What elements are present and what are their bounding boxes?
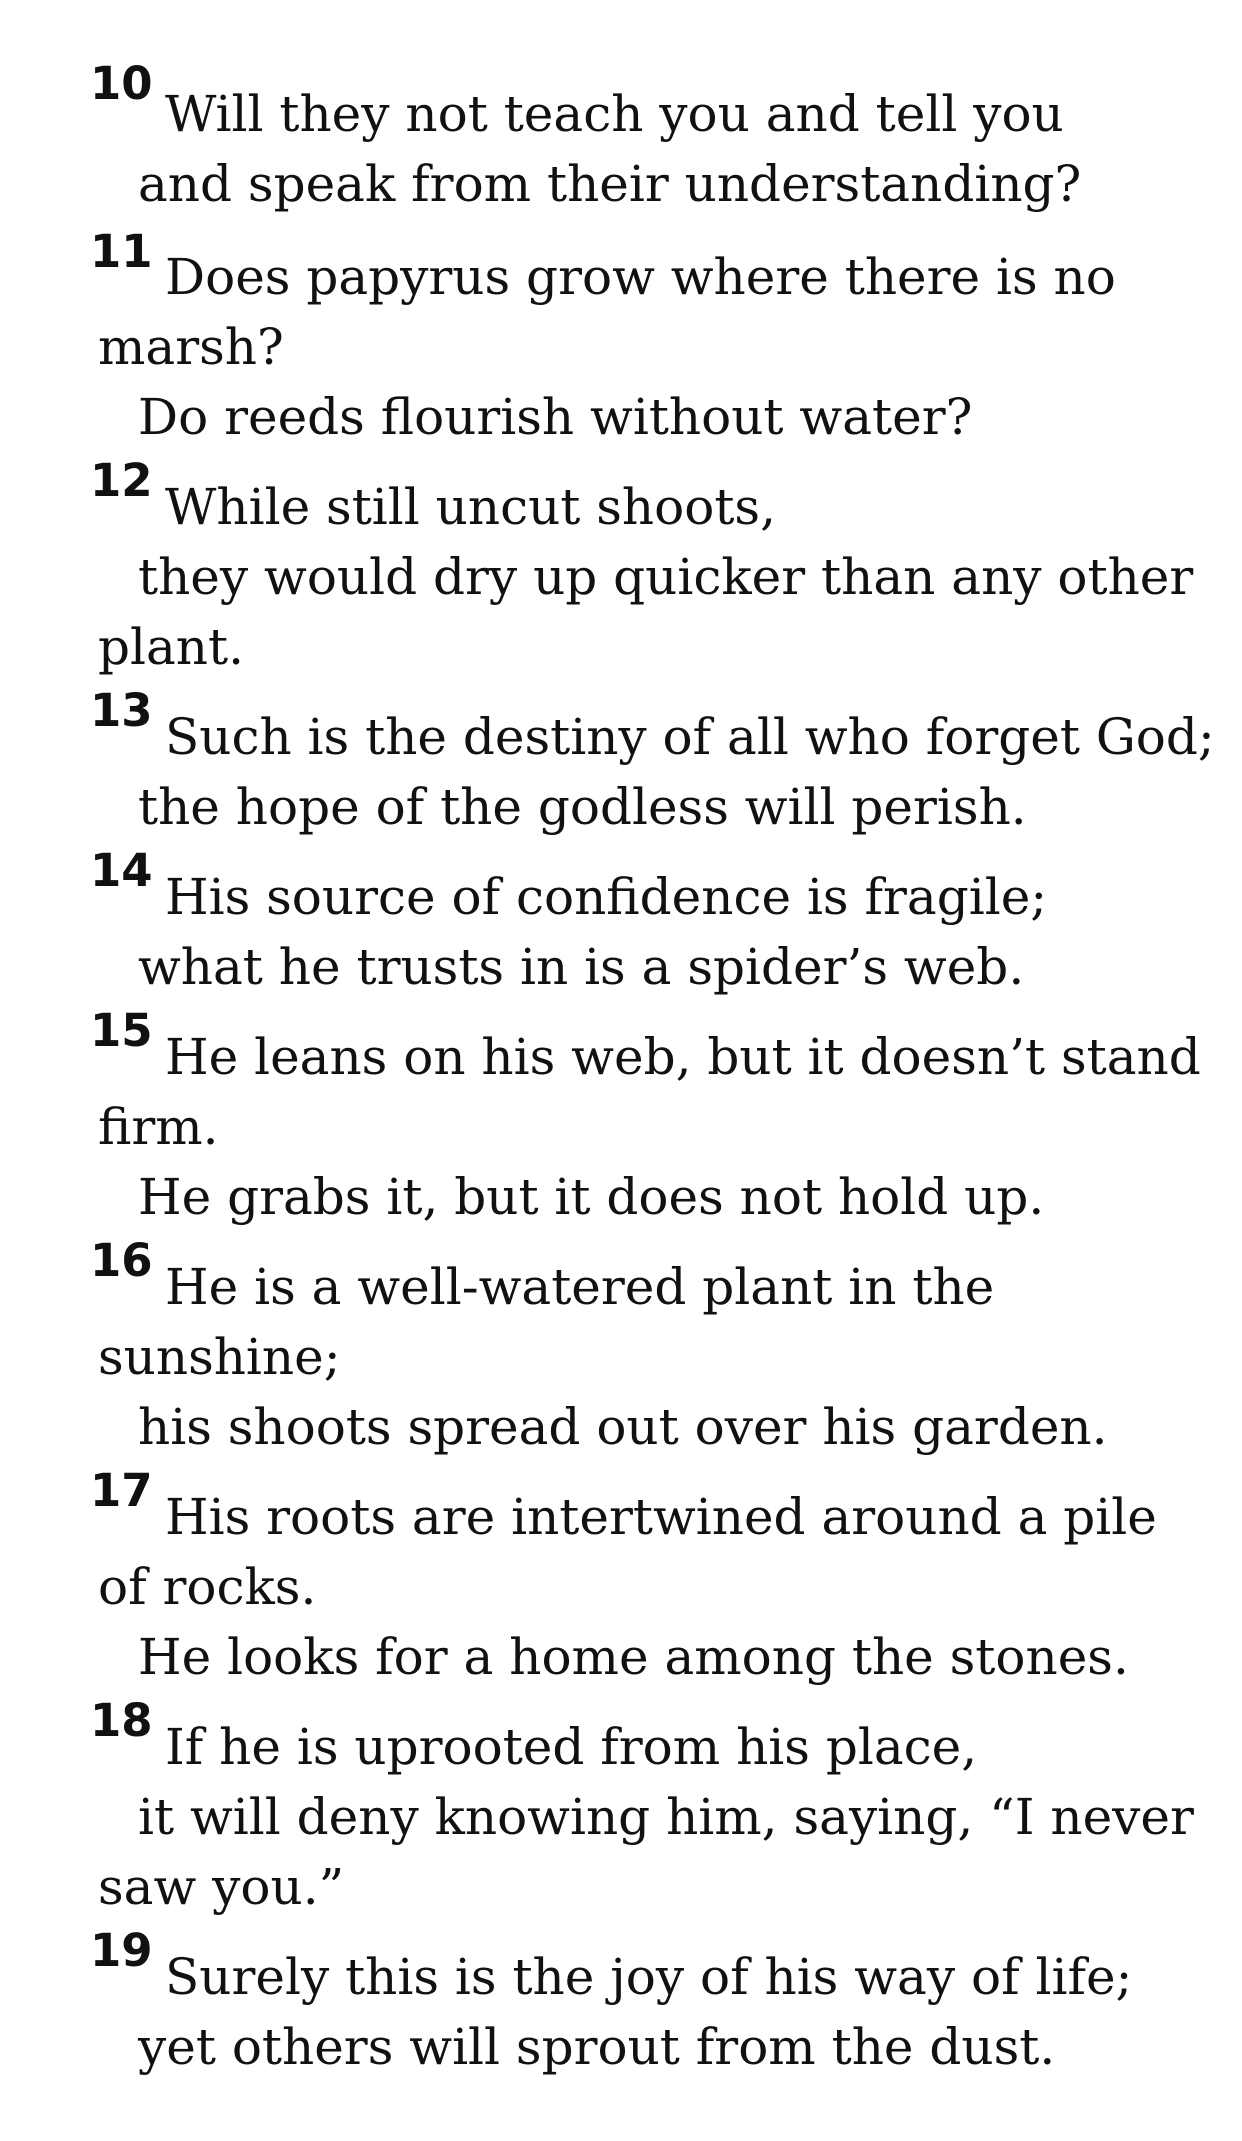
verse-line: yet others will sprout from the dust. bbox=[138, 2018, 1056, 2076]
verse-number: 17 bbox=[90, 1464, 153, 1517]
verse-number: 11 bbox=[90, 225, 153, 278]
verse-line: plant. bbox=[98, 618, 244, 676]
verse-line: Such is the destiny of all who forget God; bbox=[165, 708, 1215, 766]
verse-line: they would dry up quicker than any other bbox=[138, 548, 1194, 606]
verse-number: 16 bbox=[90, 1234, 153, 1287]
verse-line: firm. bbox=[98, 1098, 219, 1156]
verse-line: Does papyrus grow where there is no bbox=[165, 248, 1116, 306]
verse-line: it will deny knowing him, saying, “I never bbox=[138, 1788, 1194, 1846]
verse-line: his shoots spread out over his garden. bbox=[138, 1398, 1108, 1456]
verse-line: He is a well-watered plant in the bbox=[165, 1258, 995, 1316]
verse-line: sunshine; bbox=[98, 1328, 341, 1386]
verse-line: He grabs it, but it does not hold up. bbox=[138, 1168, 1045, 1226]
verse-line: His source of confidence is fragile; bbox=[165, 868, 1048, 926]
verse-line: Will they not teach you and tell you bbox=[165, 85, 1064, 143]
verse-number: 13 bbox=[90, 684, 153, 737]
verse-number: 10 bbox=[90, 57, 153, 110]
verse-line: saw you.” bbox=[98, 1858, 345, 1916]
verse-line: Surely this is the joy of his way of life; bbox=[165, 1948, 1133, 2006]
verse-line: Do reeds flourish without water? bbox=[138, 388, 973, 446]
verse-number: 12 bbox=[90, 454, 153, 507]
verse-line: His roots are intertwined around a pile bbox=[165, 1488, 1157, 1546]
verse-line: marsh? bbox=[98, 318, 284, 376]
verse-line: and speak from their understanding? bbox=[138, 155, 1082, 213]
verse-line: He looks for a home among the stones. bbox=[138, 1628, 1129, 1686]
verse-number: 14 bbox=[90, 844, 153, 897]
verse-line: If he is uprooted from his place, bbox=[165, 1718, 978, 1776]
verse-number: 15 bbox=[90, 1004, 153, 1057]
verse-number: 18 bbox=[90, 1694, 153, 1747]
verse-number: 19 bbox=[90, 1924, 153, 1977]
verse-line: the hope of the godless will perish. bbox=[138, 778, 1027, 836]
verse-line: While still uncut shoots, bbox=[165, 478, 776, 536]
verse-line: what he trusts in is a spider’s web. bbox=[138, 938, 1025, 996]
verse-line: of rocks. bbox=[98, 1558, 317, 1616]
verse-line: He leans on his web, but it doesn’t stand bbox=[165, 1028, 1201, 1086]
